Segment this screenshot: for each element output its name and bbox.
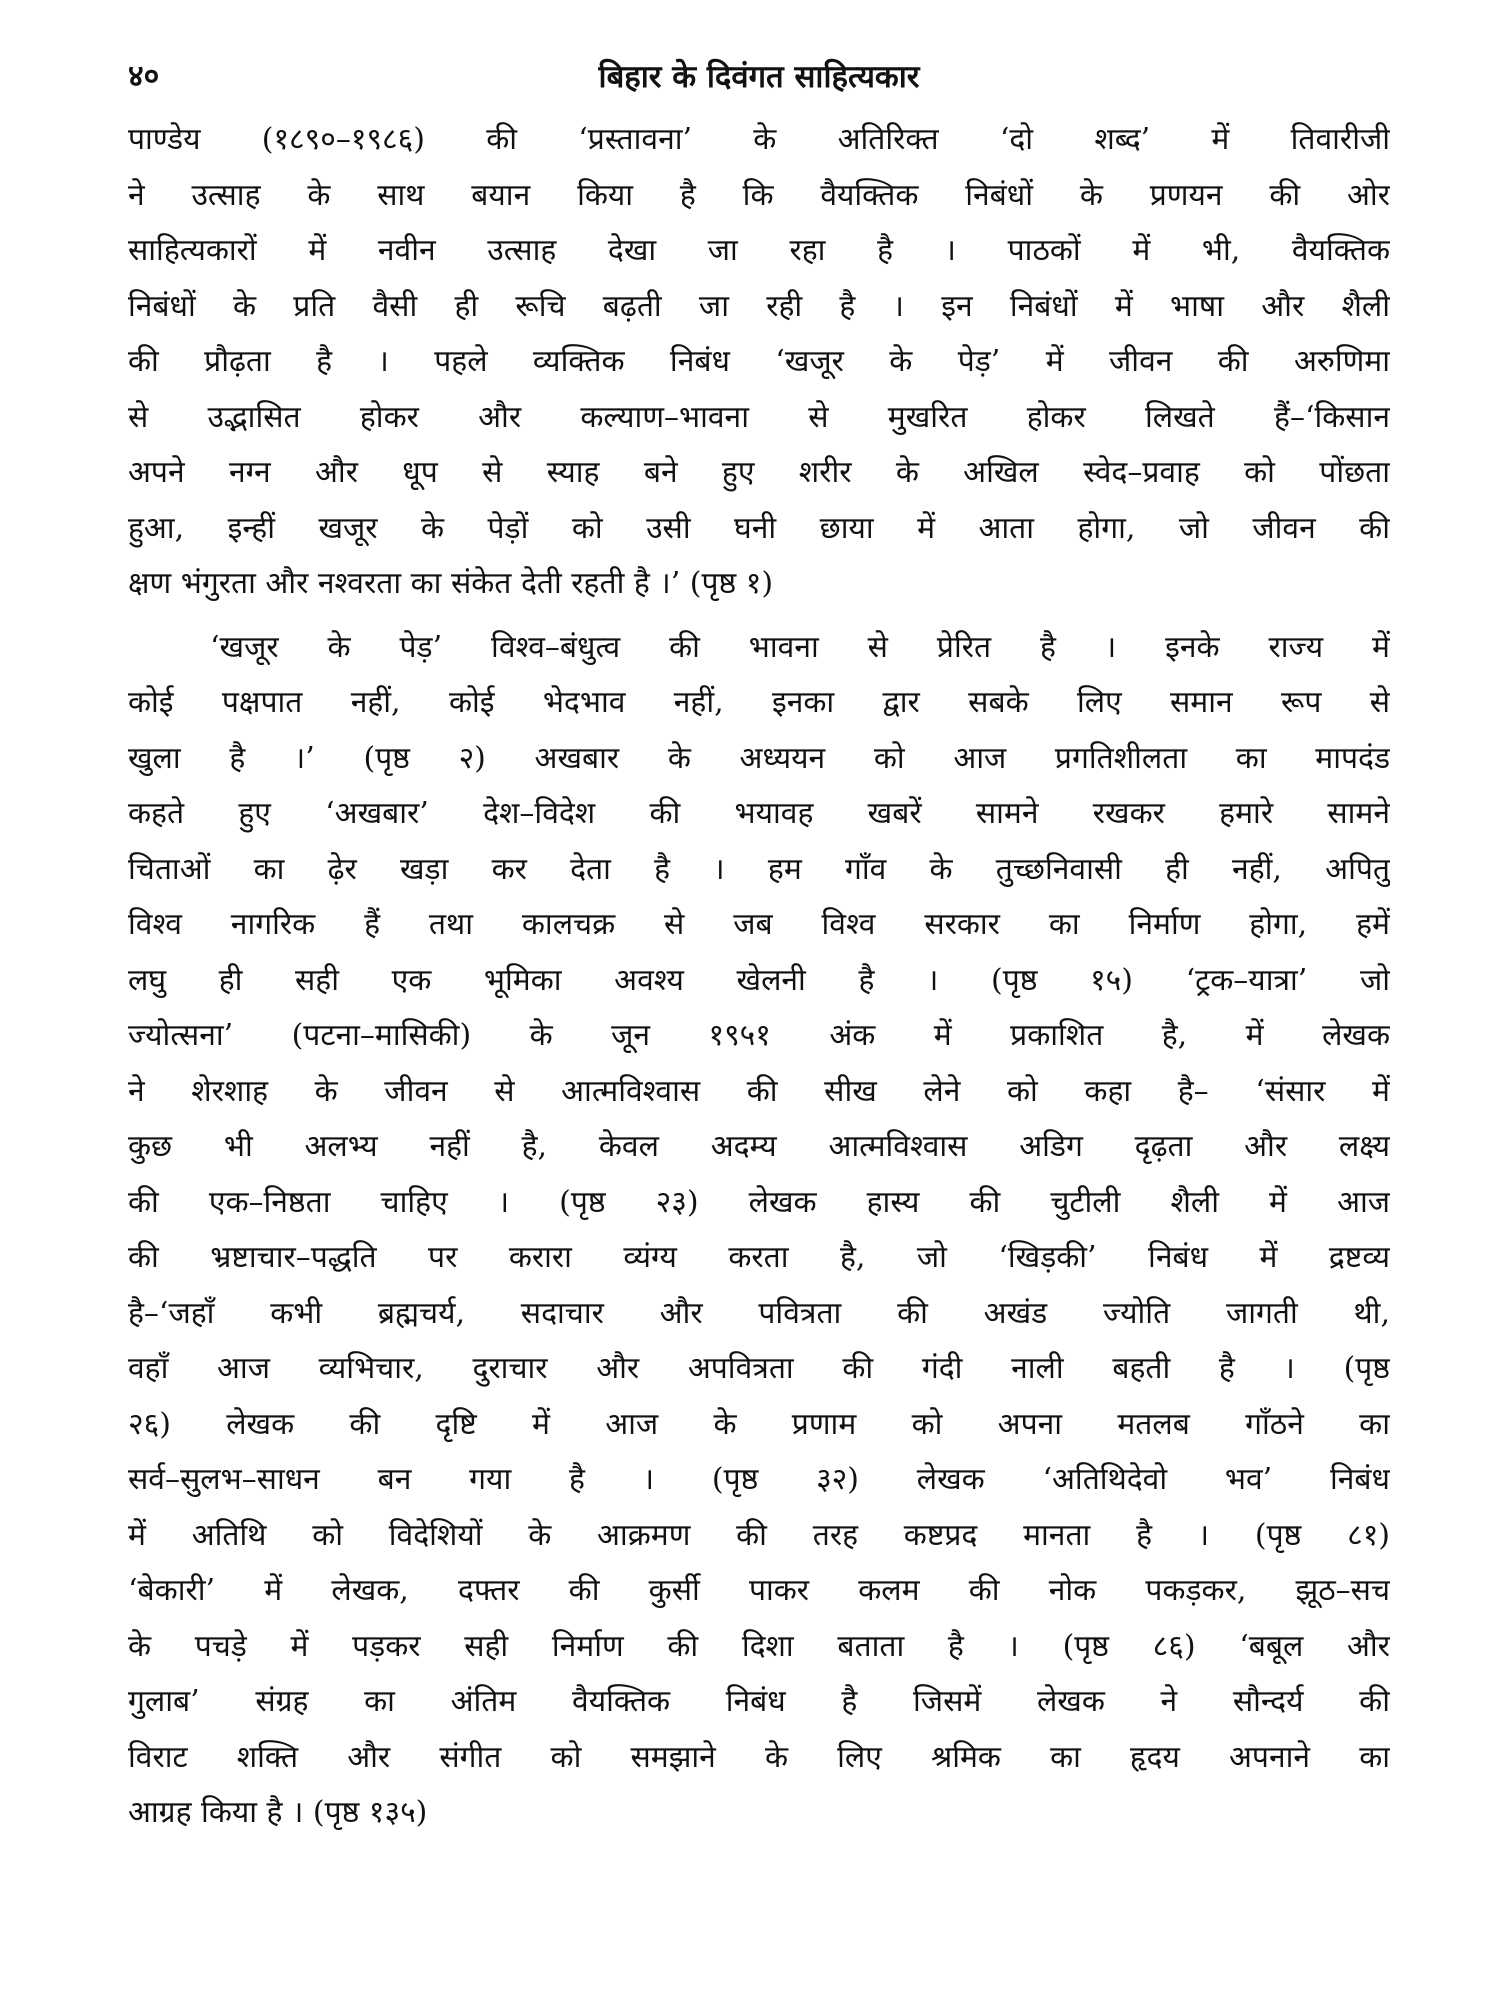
text-line: साहित्यकारों में नवीन उत्साह देखा जा रहा है । पाठकों में भी, वैयक्तिक (128, 233, 1390, 268)
body-text (128, 112, 1390, 1841)
text-line: अपने नग्न और धूप से स्याह बने हुए शरीर के अखिल स्वेद–प्रवाह को पोंछता (128, 455, 1390, 490)
text-line: विश्व नागरिक हैं तथा कालचक्र से जब विश्व सरकार का निर्माण होगा, हमें (128, 907, 1390, 942)
text-line: ने शेरशाह के जीवन से आत्मविश्वास की सीख लेने को कहा है– ‘संसार में (128, 1073, 1390, 1109)
text-line: में अतिथि को विदेशियों के आक्रमण की तरह कष्टप्रद मानता है । (पृष्ठ ८१) (128, 1517, 1390, 1553)
text-line: ज्योत्सना’ (पटना–मासिकी) के जून १९५१ अंक में प्रकाशित है, में लेखक (128, 1018, 1390, 1053)
text-line: वहाँ आज व्यभिचार, दुराचार और अपवित्रता की गंदी नाली बहती है । (पृष्ठ (128, 1351, 1390, 1386)
text-line: २६) लेखक की दृष्टि में आज के प्रणाम को अपना मतलब गाँठने का (128, 1406, 1390, 1442)
text-line: ने उत्साह के साथ बयान किया है कि वैयक्तिक निबंधों के प्रणयन की ओर (128, 177, 1390, 213)
text-line: की प्रौढ़ता है । पहले व्यक्तिक निबंध ‘खजूर के पेड़’ में जीवन की अरुणिमा (128, 344, 1390, 379)
page-number: ४० (128, 59, 160, 94)
text-line: हुआ, इन्हीं खजूर के पेड़ों को उसी घनी छाया में आता होगा, जो जीवन की (128, 510, 1390, 546)
text-line: ‘बेकारी’ में लेखक, दफ्तर की कुर्सी पाकर कलम की नोक पकड़कर, झूठ–सच (128, 1573, 1390, 1608)
text-line: क्षण भंगुरता और नश्वरता का संकेत देती रहती है ।’ (पृष्ठ १) (128, 566, 774, 601)
page-header (128, 52, 1390, 102)
text-line: कहते हुए ‘अखबार’ देश–विदेश की भयावह खबरें सामने रखकर हमारे सामने (128, 796, 1390, 831)
text-line: खुला है ।’ (पृष्ठ २) अखबार के अध्ययन को आज प्रगतिशीलता का मापदंड (128, 740, 1390, 776)
text-line: आग्रह किया है । (पृष्ठ १३५) (128, 1795, 428, 1830)
text-line: के पचड़े में पड़कर सही निर्माण की दिशा बताता है । (पृष्ठ ८६) ‘बबूल और (128, 1628, 1390, 1664)
paragraph-2 (128, 620, 1390, 1841)
text-line: है–‘जहाँ कभी ब्रह्मचर्य, सदाचार और पवित्रता की अखंड ज्योति जागती थी, (128, 1295, 1390, 1331)
text-line: लघु ही सही एक भूमिका अवश्य खेलनी है । (पृष्ठ १५) ‘ट्रक–यात्रा’ जो (128, 962, 1390, 998)
text-line: की एक–निष्ठता चाहिए । (पृष्ठ २३) लेखक हास्य की चुटीली शैली में आज (128, 1184, 1390, 1220)
paragraph-1 (128, 112, 1390, 612)
text-line: की भ्रष्टाचार–पद्धति पर करारा व्यंग्य करता है, जो ‘खिड़की’ निबंध में द्रष्टव्य (128, 1240, 1390, 1275)
text-line: सर्व–सुलभ–साधन बन गया है । (पृष्ठ ३२) लेखक ‘अतिथिदेवो भव’ निबंध (128, 1462, 1390, 1497)
text-line: पाण्डेय (१८९०–१९८६) की ‘प्रस्तावना’ के अतिरिक्त ‘दो शब्द’ में तिवारीजी (128, 122, 1390, 157)
text-line: गुलाब’ संग्रह का अंतिम वैयक्तिक निबंध है जिसमें लेखक ने सौन्दर्य की (128, 1684, 1390, 1719)
text-line: कुछ भी अलभ्य नहीं है, केवल अदम्य आत्मविश्वास अडिग दृढ़ता और लक्ष्य (128, 1129, 1390, 1164)
text-line: विराट शक्ति और संगीत को समझाने के लिए श्रमिक का हृदय अपनाने का (128, 1739, 1390, 1775)
text-line: चिताओं का ढ़ेर खड़ा कर देता है । हम गाँव के तुच्छनिवासी ही नहीं, अपितु (128, 851, 1390, 887)
running-title: बिहार के दिवंगत साहित्यकार (598, 59, 920, 95)
text-line: ‘खजूर के पेड़’ विश्व–बंधुत्व की भावना से प्रेरित है । इनके राज्य में (210, 629, 1390, 665)
text-line: से उद्भासित होकर और कल्याण–भावना से मुखरित होकर लिखते हैं–‘किसान (128, 399, 1390, 435)
paragraph-gap (128, 612, 1390, 620)
text-line: निबंधों के प्रति वैसी ही रूचि बढ़ती जा रही है । इन निबंधों में भाषा और शैली (128, 288, 1390, 324)
text-line: कोई पक्षपात नहीं, कोई भेदभाव नहीं, इनका द्वार सबके लिए समान रूप से (128, 685, 1390, 720)
